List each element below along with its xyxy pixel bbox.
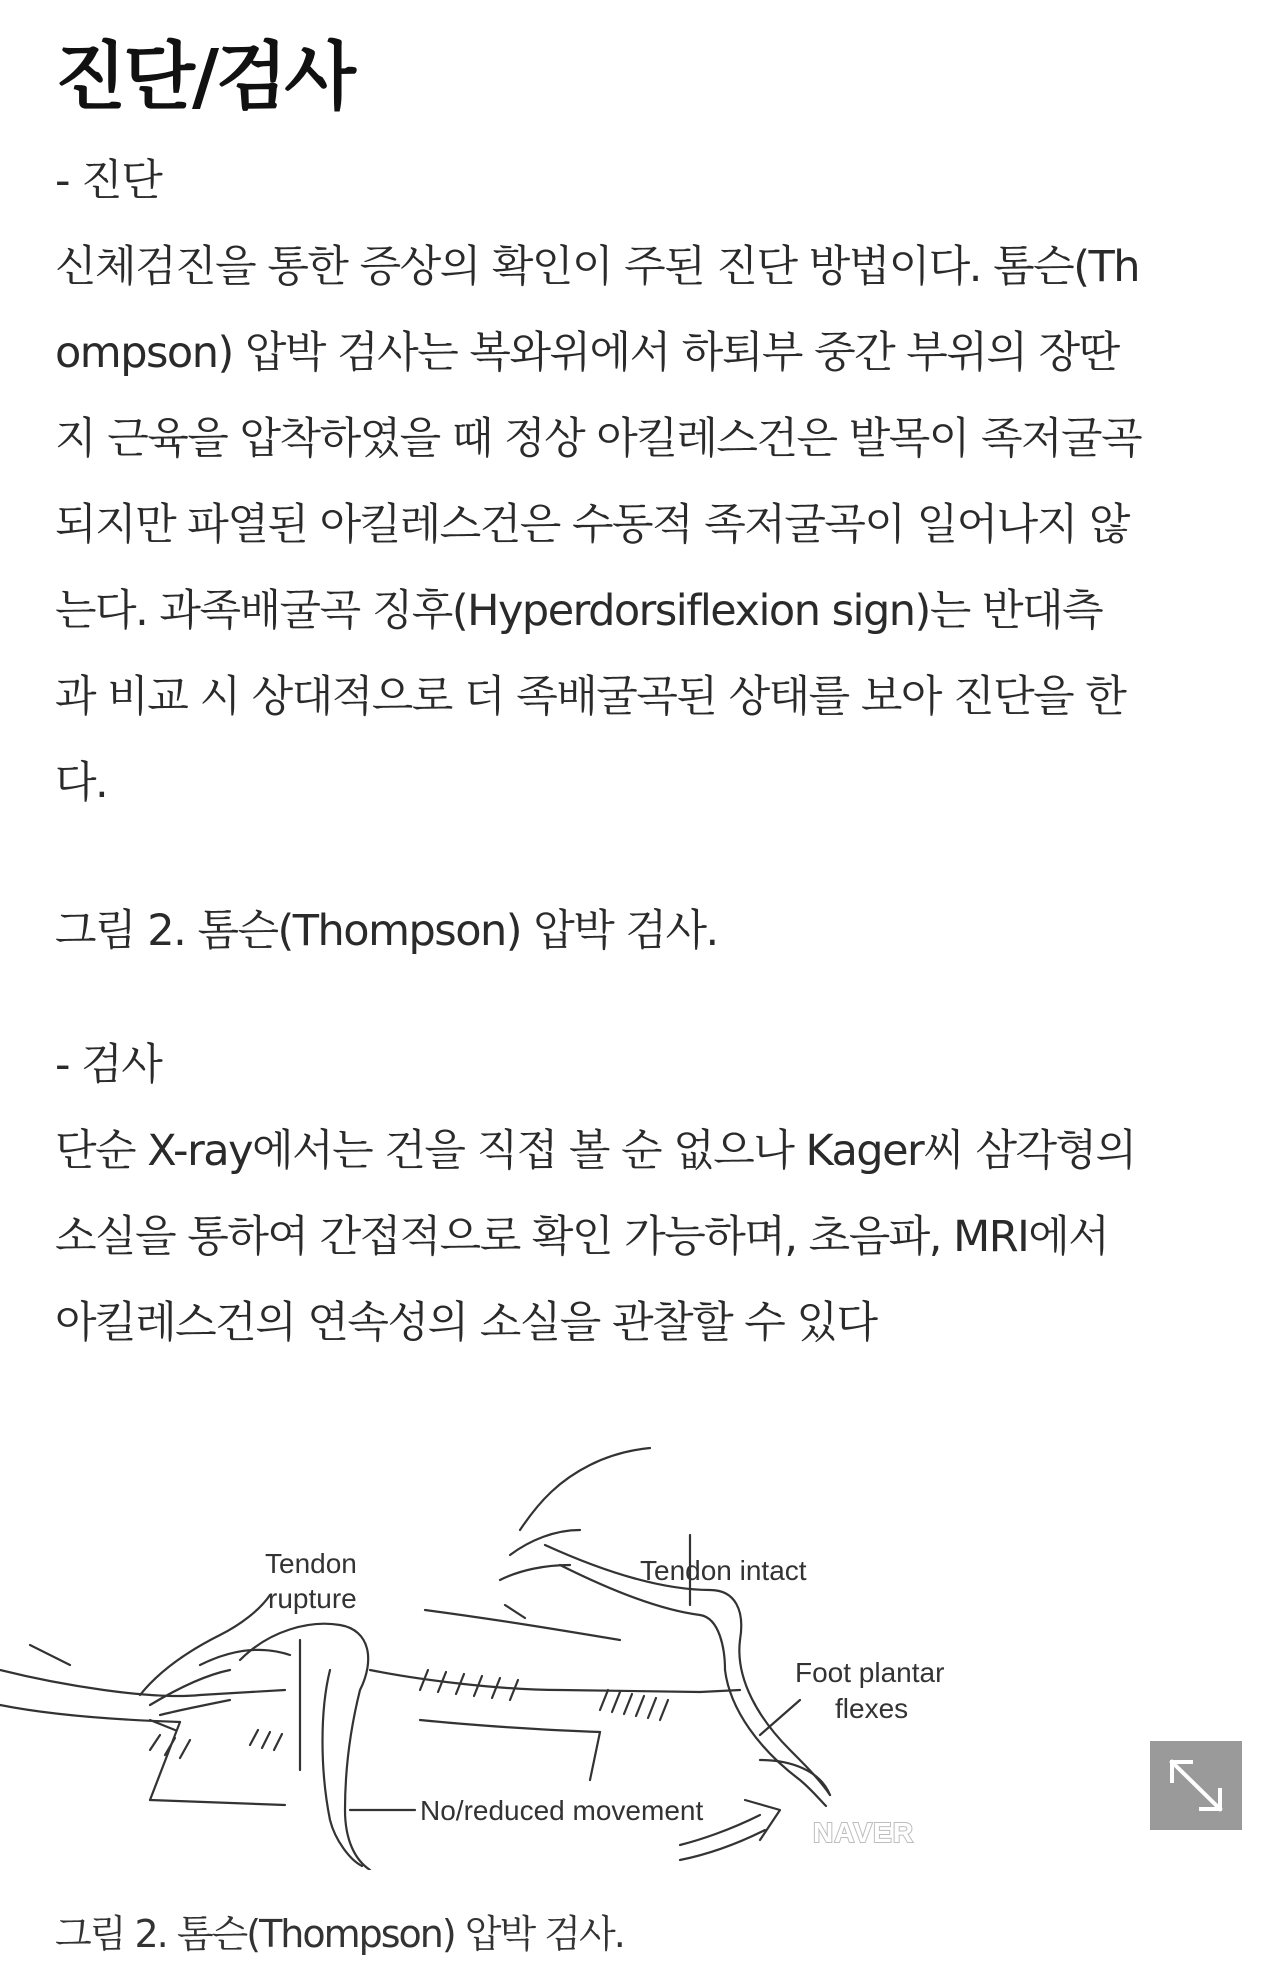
exam-line: 소실을 통하여 간접적으로 확인 가능하며, 초음파, MRI에서 — [55, 1212, 1109, 1262]
diagnosis-line: ompson) 압박 검사는 복와위에서 하퇴부 중간 부위의 장딴 — [55, 328, 1119, 378]
diagnosis-line: 지 근육을 압착하였을 때 정상 아킬레스건은 발목이 족저굴곡 — [55, 414, 1142, 464]
label-no-movement: No/reduced movement — [420, 1795, 704, 1826]
label-foot-plantar: Foot plantar — [795, 1657, 945, 1688]
diagnosis-subheading: - 진단 — [55, 156, 162, 206]
diagnosis-line: 는다. 과족배굴곡 징후(Hyperdorsiflexion sign)는 반대측 — [55, 586, 1103, 636]
figure-reference: 그림 2. 톰슨(Thompson) 압박 검사. — [55, 906, 718, 956]
page-title: 진단/검사 — [55, 34, 353, 120]
diagnosis-line: 되지만 파열된 아킬레스건은 수동적 족저굴곡이 일어나지 않 — [55, 500, 1129, 550]
thompson-test-figure[interactable] — [0, 1370, 960, 1870]
diagnosis-section — [55, 138, 1141, 826]
expand-diagonal-icon — [1150, 1741, 1242, 1830]
expand-image-button[interactable] — [1150, 1741, 1242, 1830]
diagnosis-line: 신체검진을 통한 증상의 확인이 주된 진단 방법이다. 톰슨(Th — [55, 242, 1140, 292]
exam-subheading: - 검사 — [55, 1040, 162, 1090]
diagnosis-line: 다. — [55, 758, 108, 808]
label-tendon-rupture-2: rupture — [268, 1583, 357, 1614]
label-tendon-rupture-1: Tendon — [265, 1548, 357, 1579]
figure-caption: 그림 2. 톰슨(Thompson) 압박 검사. — [55, 1912, 624, 1956]
diagnosis-line: 과 비교 시 상대적으로 더 족배굴곡된 상태를 보아 진단을 한 — [55, 672, 1126, 722]
thompson-illustration — [0, 1370, 960, 1870]
label-flexes: flexes — [835, 1693, 909, 1724]
exam-line: 단순 X-ray에서는 건을 직접 볼 순 없으나 Kager씨 삼각형의 — [55, 1126, 1136, 1176]
exam-line: 아킬레스건의 연속성의 소실을 관찰할 수 있다 — [55, 1298, 877, 1348]
naver-watermark: NAVER — [813, 1817, 914, 1848]
exam-section — [55, 1022, 1136, 1366]
label-tendon-intact: Tendon intact — [640, 1555, 807, 1586]
